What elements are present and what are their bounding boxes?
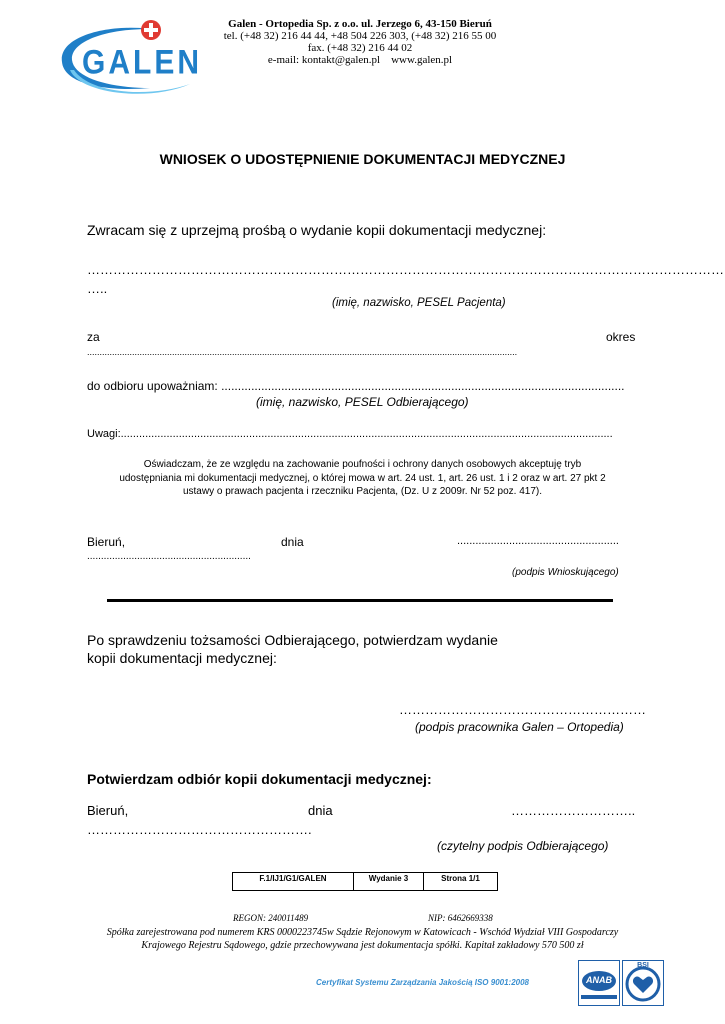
company-name-line: Galen - Ortopedia Sp. z o.o. ul. Jerzego 6, 43-150 Bieruń xyxy=(228,18,492,30)
patient-dots-continuation: ….. xyxy=(87,281,108,296)
company-email-line: e-mail: kontakt@galen.pl www.galen.pl xyxy=(267,54,453,66)
footer-registration-line-1: Spółka zarejestrowana pod numerem KRS 0000223745w Sądzie Rejonowym w Katowicach - Wschód Wydział VIII Gospodarczy xyxy=(106,927,619,938)
section-separator xyxy=(107,599,613,602)
galen-logo xyxy=(50,14,210,100)
za-dots-line: ............................................................................................................................................................................ xyxy=(87,347,518,357)
anab-badge xyxy=(578,960,620,1006)
footer-regon: REGON: 240011489 xyxy=(233,913,309,923)
receipt-heading: Potwierdzam odbiór kopii dokumentacji medycznej: xyxy=(87,771,432,787)
declaration-text xyxy=(70,458,655,499)
sign2-date-dots: ……………………………………………. xyxy=(87,822,312,837)
bsi-label: BSI xyxy=(637,962,649,969)
footer-nip: NIP: 6462669338 xyxy=(428,913,493,923)
okres-label: okres xyxy=(606,330,636,344)
sign1-date-label: dnia xyxy=(281,535,304,549)
iso-certificate-text: Certyfikat Systemu Zarządzania Jakością ISO 9001:2008 xyxy=(316,978,529,987)
declaration-line-2: udostępniania mi dokumentacji medycznej, o której mowa w art. 24 ust. 1, art. 26 ust. 1 i 2 oraz w art. 27 pkt 2 xyxy=(119,472,606,484)
logo-text: GALEN xyxy=(82,43,202,82)
form-code-cell: F.1/IJ1/G1/GALEN xyxy=(259,874,327,883)
footer-registration-line-2: Krajowego Rejestru Sądowego, gdzie przechowywana jest dokumentacja spółki. Kapitał zakładowy 570 500 zł xyxy=(141,940,584,951)
intro-text: Zwracam się z uprzejmą prośbą o wydanie kopii dokumentacji medycznej: xyxy=(87,222,547,238)
form-page-cell: Strona 1/1 xyxy=(423,873,497,890)
company-fax-line: fax. (+48 32) 216 44 02 xyxy=(307,42,413,54)
form-edition-cell: Wydanie 3 xyxy=(353,873,423,890)
company-tel-line: tel. (+48 32) 216 44 44, +48 504 226 303, (+48 32) 216 55 00 xyxy=(223,30,497,42)
sign1-city: Bieruń, xyxy=(87,535,126,549)
staff-signature-dots: ………………………………………………… xyxy=(399,702,646,717)
patient-caption: (imię, nazwisko, PESEL Pacjenta) xyxy=(332,297,506,309)
sign2-city: Bieruń, xyxy=(87,803,129,818)
recipient-line: do odbioru upoważniam: ......................................................................................................................... xyxy=(87,379,625,393)
staff-caption: (podpis pracownika Galen – Ortopedia) xyxy=(415,720,624,734)
recipient-caption: (imię, nazwisko, PESEL Odbierającego) xyxy=(256,395,469,409)
declaration-line-3: ustawy o prawach pacjenta i rzeczniku Pacjenta, (Dz. U z 2009r. Nr 52 poz. 417). xyxy=(182,486,543,497)
sign2-caption: (czytelny podpis Odbierającego) xyxy=(437,839,609,853)
company-header xyxy=(205,18,515,66)
footer-registration xyxy=(20,926,705,952)
za-label: za xyxy=(87,330,100,344)
bsi-badge xyxy=(622,960,664,1006)
sign1-signature-dots: ..................................................... xyxy=(457,535,619,547)
remarks-line: Uwagi:................................................................................................................................................................. xyxy=(87,428,613,440)
verification-line-1: Po sprawdzeniu tożsamości Odbierającego, potwierdzam wydanie xyxy=(87,632,498,648)
declaration-line-1: Oświadczam, że ze względu na zachowanie poufności i ochrony danych osobowych akceptuję tryb xyxy=(143,459,582,470)
anab-label: ANAB xyxy=(586,975,612,985)
sign1-date-dots: ........................................................... xyxy=(87,551,251,562)
verification-text xyxy=(87,631,498,667)
sign2-date-label: dnia xyxy=(308,803,333,818)
patient-dots-line: ………………………………………………………………………………………………………………………………… xyxy=(87,262,724,277)
sign1-caption: (podpis Wnioskującego) xyxy=(512,567,619,578)
verification-line-2: kopii dokumentacji medycznej: xyxy=(87,650,277,666)
form-code-table xyxy=(232,872,498,891)
sign2-signature-dots: ……………………….. xyxy=(511,803,636,818)
document-title: WNIOSEK O UDOSTĘPNIENIE DOKUMENTACJI MEDYCZNEJ xyxy=(159,151,566,167)
